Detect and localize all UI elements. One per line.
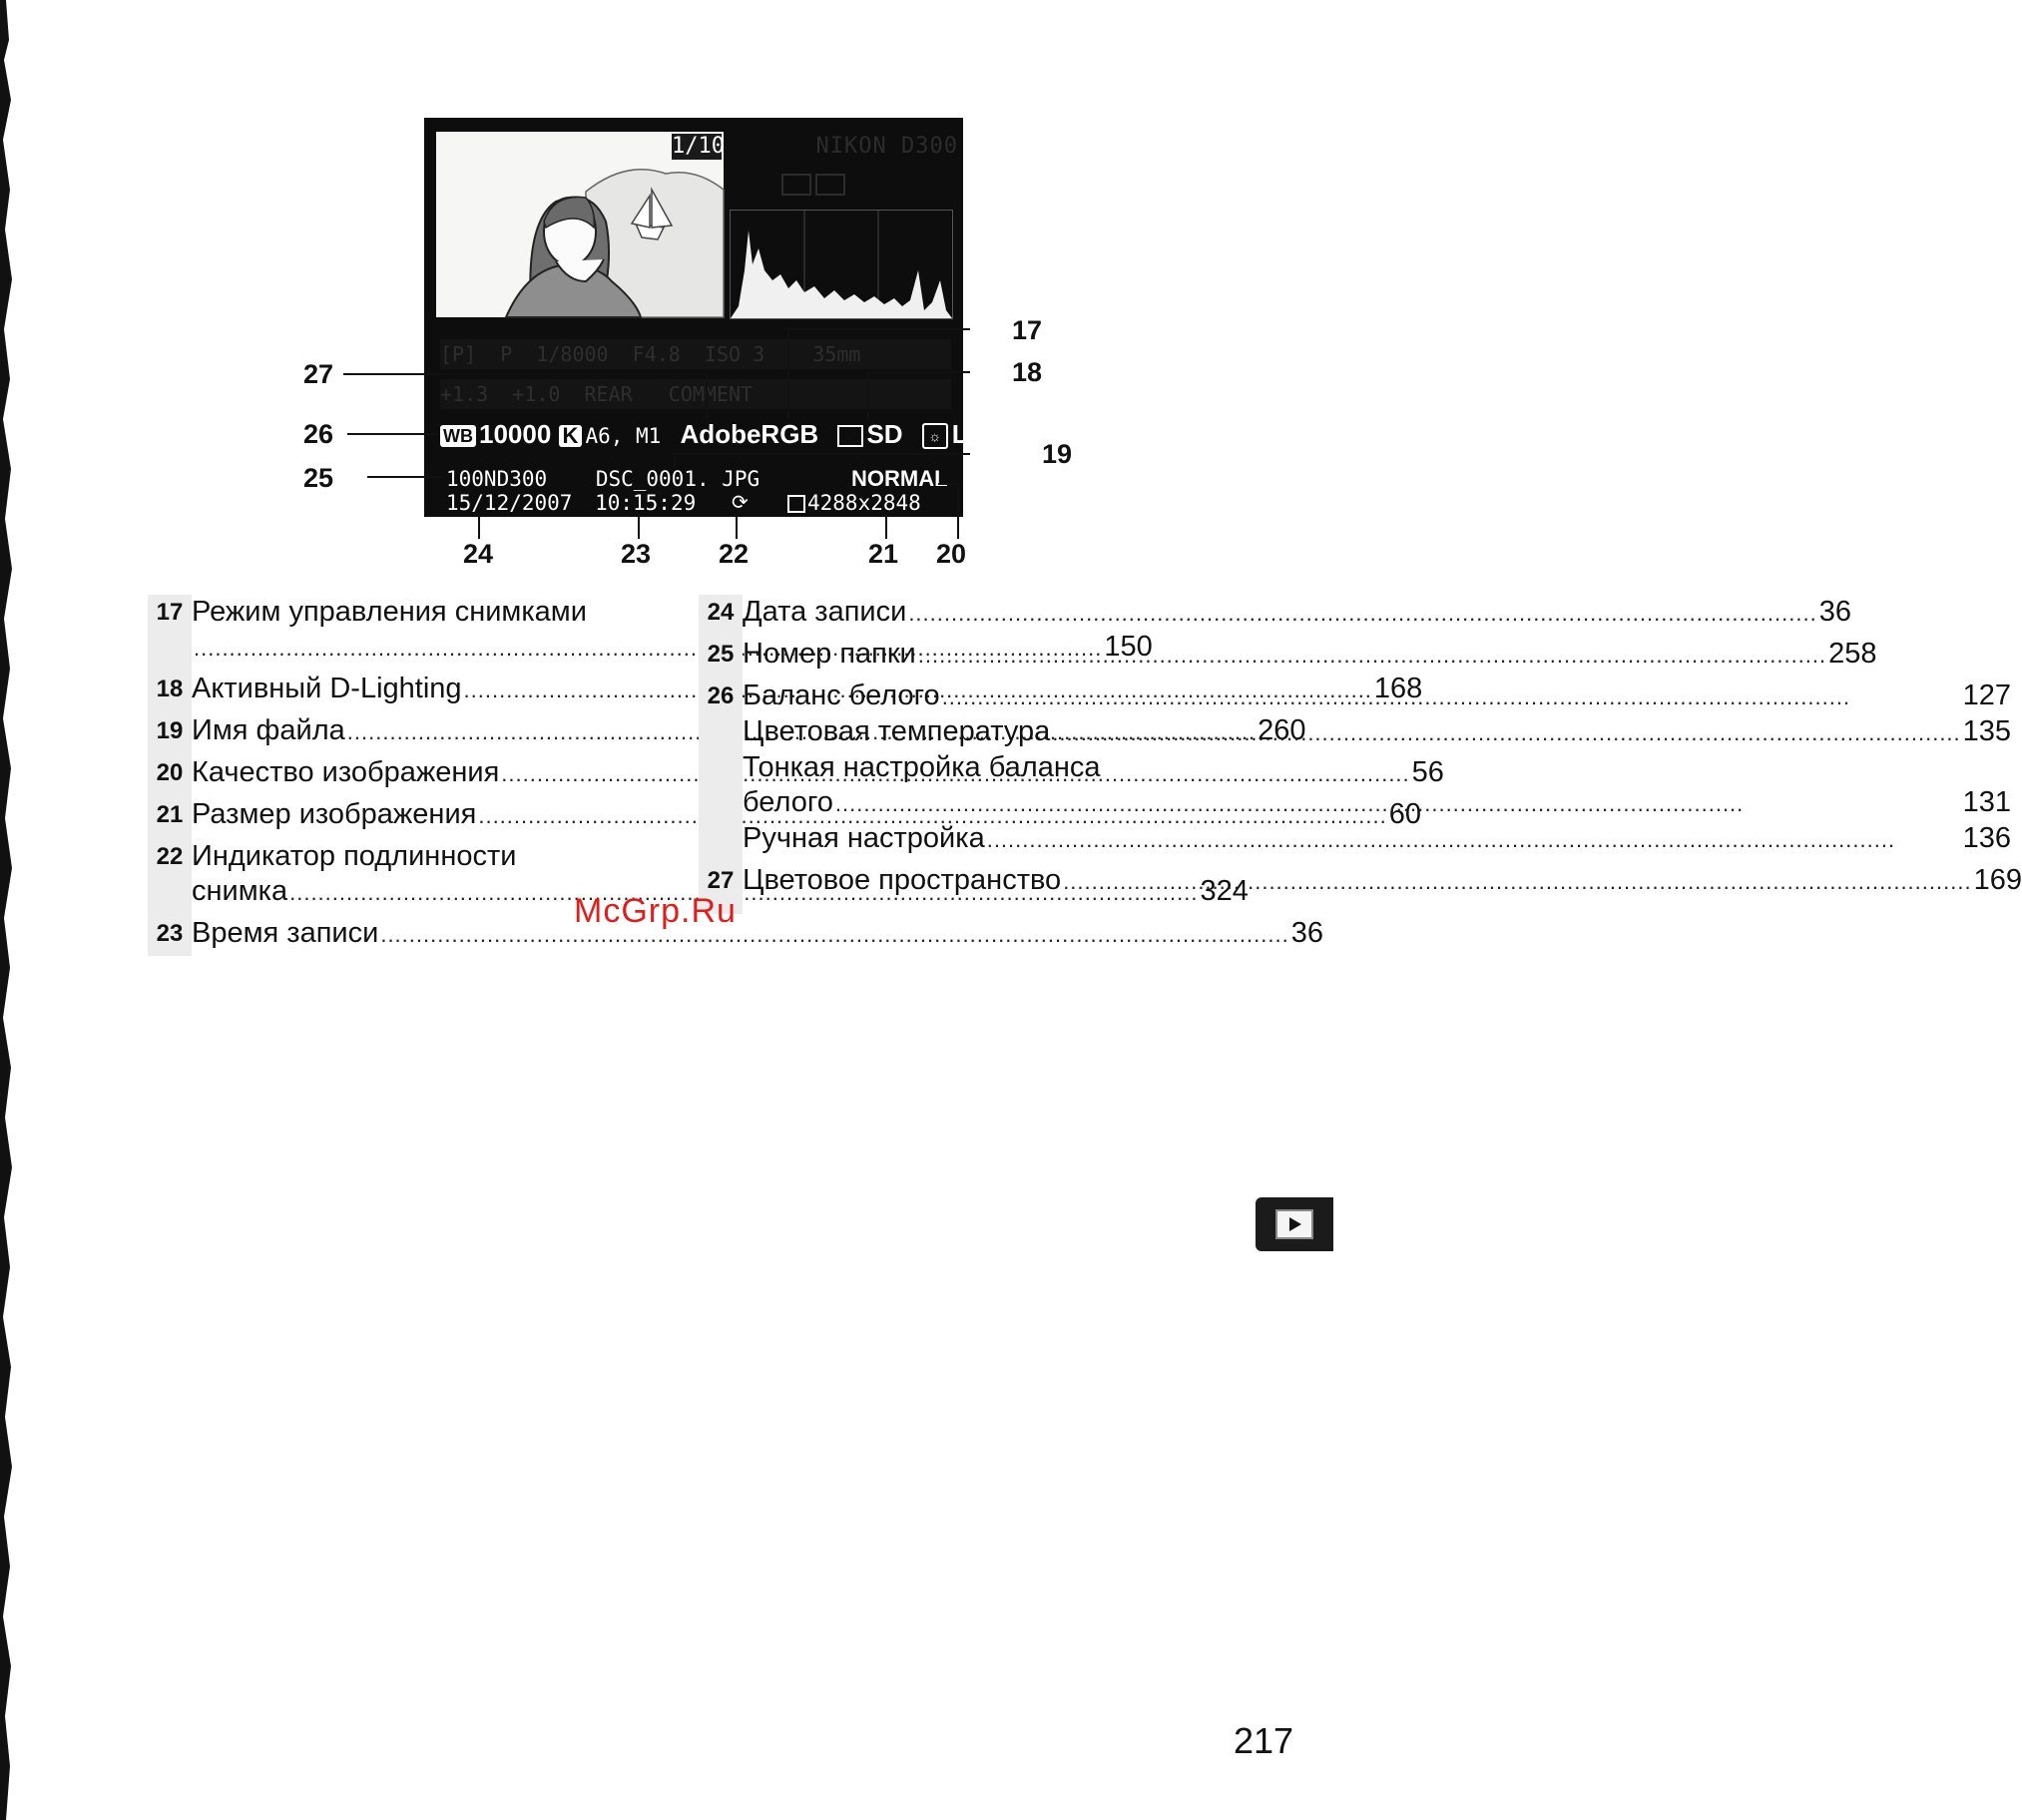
callout-26: 26 bbox=[303, 419, 334, 449]
index-entry-25: 25 Номер папки ..... 258 bbox=[699, 637, 1233, 673]
index-label: Размер изображения bbox=[192, 798, 477, 830]
index-page: 150 bbox=[1104, 631, 1153, 663]
binding-edge bbox=[0, 0, 14, 1820]
callout-23: 23 bbox=[621, 539, 652, 569]
index-sublabel: Ручная настройка bbox=[743, 822, 985, 854]
index-page: 258 bbox=[1828, 638, 1877, 670]
protect-key-icon bbox=[781, 174, 811, 196]
callout-24: 24 bbox=[463, 539, 494, 569]
index-label: Дата записи bbox=[743, 596, 907, 628]
index-entry-26: 26 Баланс белого ..... 127 Цветовая температура ..... 135 Тонкая настройка баланса белого ..... 131 Ручная настройка ..... 136 bbox=[699, 679, 1233, 857]
flash-info-row: +1.3 +1.0 REAR COMMENT bbox=[440, 379, 951, 409]
adl-value: L bbox=[951, 419, 968, 449]
index-sublabel: Тонкая настройка баланса bbox=[743, 751, 1101, 783]
picture-control-icon bbox=[837, 425, 863, 447]
retouch-icon bbox=[815, 174, 845, 196]
wb-fine-tune: A6, M1 bbox=[585, 424, 662, 448]
index-page: 169 bbox=[1973, 864, 2022, 896]
record-date: 15/12/2007 bbox=[446, 491, 573, 515]
playback-section-tab[interactable] bbox=[1256, 1197, 1333, 1251]
index-entry-23: 23 Время записи ..... 36 bbox=[148, 916, 677, 952]
callout-17: 17 bbox=[1012, 315, 1043, 345]
index-label: Время записи bbox=[192, 917, 379, 949]
index-page: 131 bbox=[1962, 786, 2012, 818]
camera-model: NIKON D300 bbox=[815, 134, 958, 159]
index-page: 136 bbox=[1962, 822, 2012, 854]
index-label: снимка bbox=[192, 875, 288, 907]
active-d-lighting-icon: ☼ bbox=[922, 423, 948, 449]
wb-colorspace-row bbox=[440, 417, 968, 451]
index-sublabel: Цветовая температура bbox=[743, 715, 1051, 747]
index-entry-17: 17 Режим управления снимками ..... 150 bbox=[148, 595, 677, 666]
index-label: Имя файла bbox=[192, 714, 345, 746]
callout-20: 20 bbox=[936, 539, 967, 569]
folder-number: 100ND300 bbox=[446, 467, 548, 491]
shooting-info-row: [P] P 1/8000 F4.8 ISO 3 35mm bbox=[440, 339, 951, 369]
image-size: 4288x2848 bbox=[807, 491, 921, 515]
index-entry-18: 18 Активный D-Lighting ..... 168 bbox=[148, 672, 677, 707]
callout-19: 19 bbox=[1042, 439, 1073, 469]
record-time: 10:15:29 bbox=[595, 491, 697, 515]
index-page: 168 bbox=[1373, 673, 1423, 704]
datetime-row bbox=[446, 491, 696, 515]
index-sublabel: белого bbox=[743, 786, 833, 818]
wb-value: 10000 bbox=[479, 419, 552, 449]
index-entry-21: 21 Размер изображения ..... 60 bbox=[148, 797, 677, 833]
color-space: AdobeRGB bbox=[680, 419, 819, 449]
watermark: McGrp.Ru bbox=[574, 892, 737, 930]
callout-25: 25 bbox=[303, 463, 334, 493]
index-entry-22: 22 Индикатор подлинности снимка ..... 324 bbox=[148, 839, 677, 910]
index-page: 56 bbox=[1411, 756, 1444, 788]
index-label: Цветовое пространство bbox=[743, 864, 1062, 896]
image-quality: NORMAL bbox=[851, 466, 948, 491]
wb-badge: WB bbox=[440, 425, 476, 447]
image-authentication-icon: ⟳ bbox=[732, 492, 749, 514]
index-page: 324 bbox=[1200, 875, 1249, 907]
kelvin-badge: K bbox=[559, 425, 583, 447]
index-label: Активный D-Lighting bbox=[192, 673, 462, 704]
index-page: 127 bbox=[1962, 680, 2012, 711]
picture-control: SD bbox=[866, 419, 903, 449]
histogram bbox=[730, 210, 953, 319]
index-label: Индикатор подлинности bbox=[192, 840, 517, 872]
index-entry-27: 27 Цветовое пространство ..... 169 bbox=[699, 863, 1233, 899]
index-entry-24: 24 Дата записи ..... 36 bbox=[699, 595, 1233, 631]
callout-21: 21 bbox=[868, 539, 899, 569]
index-label: Баланс белого bbox=[743, 680, 940, 711]
index-page: 260 bbox=[1258, 714, 1306, 746]
callout-18: 18 bbox=[1012, 357, 1043, 387]
index-label: Режим управления снимками bbox=[192, 596, 587, 628]
file-name: DSC_0001. JPG bbox=[595, 467, 760, 491]
page-number: 217 bbox=[1234, 1720, 1294, 1761]
image-size-row bbox=[787, 491, 921, 515]
index-page: 135 bbox=[1962, 715, 2012, 747]
index-page: 36 bbox=[1818, 596, 1851, 628]
index-label: Номер папки bbox=[743, 638, 916, 670]
file-info-row bbox=[446, 467, 759, 491]
index-entry-20: 20 Качество изображения ..... 56 bbox=[148, 755, 677, 791]
camera-screen bbox=[424, 118, 968, 517]
index-label: Качество изображения bbox=[192, 756, 500, 788]
image-size-icon bbox=[787, 495, 805, 513]
index-page: 36 bbox=[1290, 917, 1323, 949]
frame-counter: 1/10 bbox=[672, 134, 725, 159]
callout-27: 27 bbox=[303, 359, 334, 389]
callout-22: 22 bbox=[719, 539, 750, 569]
index-page: 60 bbox=[1388, 798, 1421, 830]
playback-icon bbox=[1275, 1209, 1313, 1239]
index-entry-19: 19 Имя файла ..... 260 bbox=[148, 713, 677, 749]
